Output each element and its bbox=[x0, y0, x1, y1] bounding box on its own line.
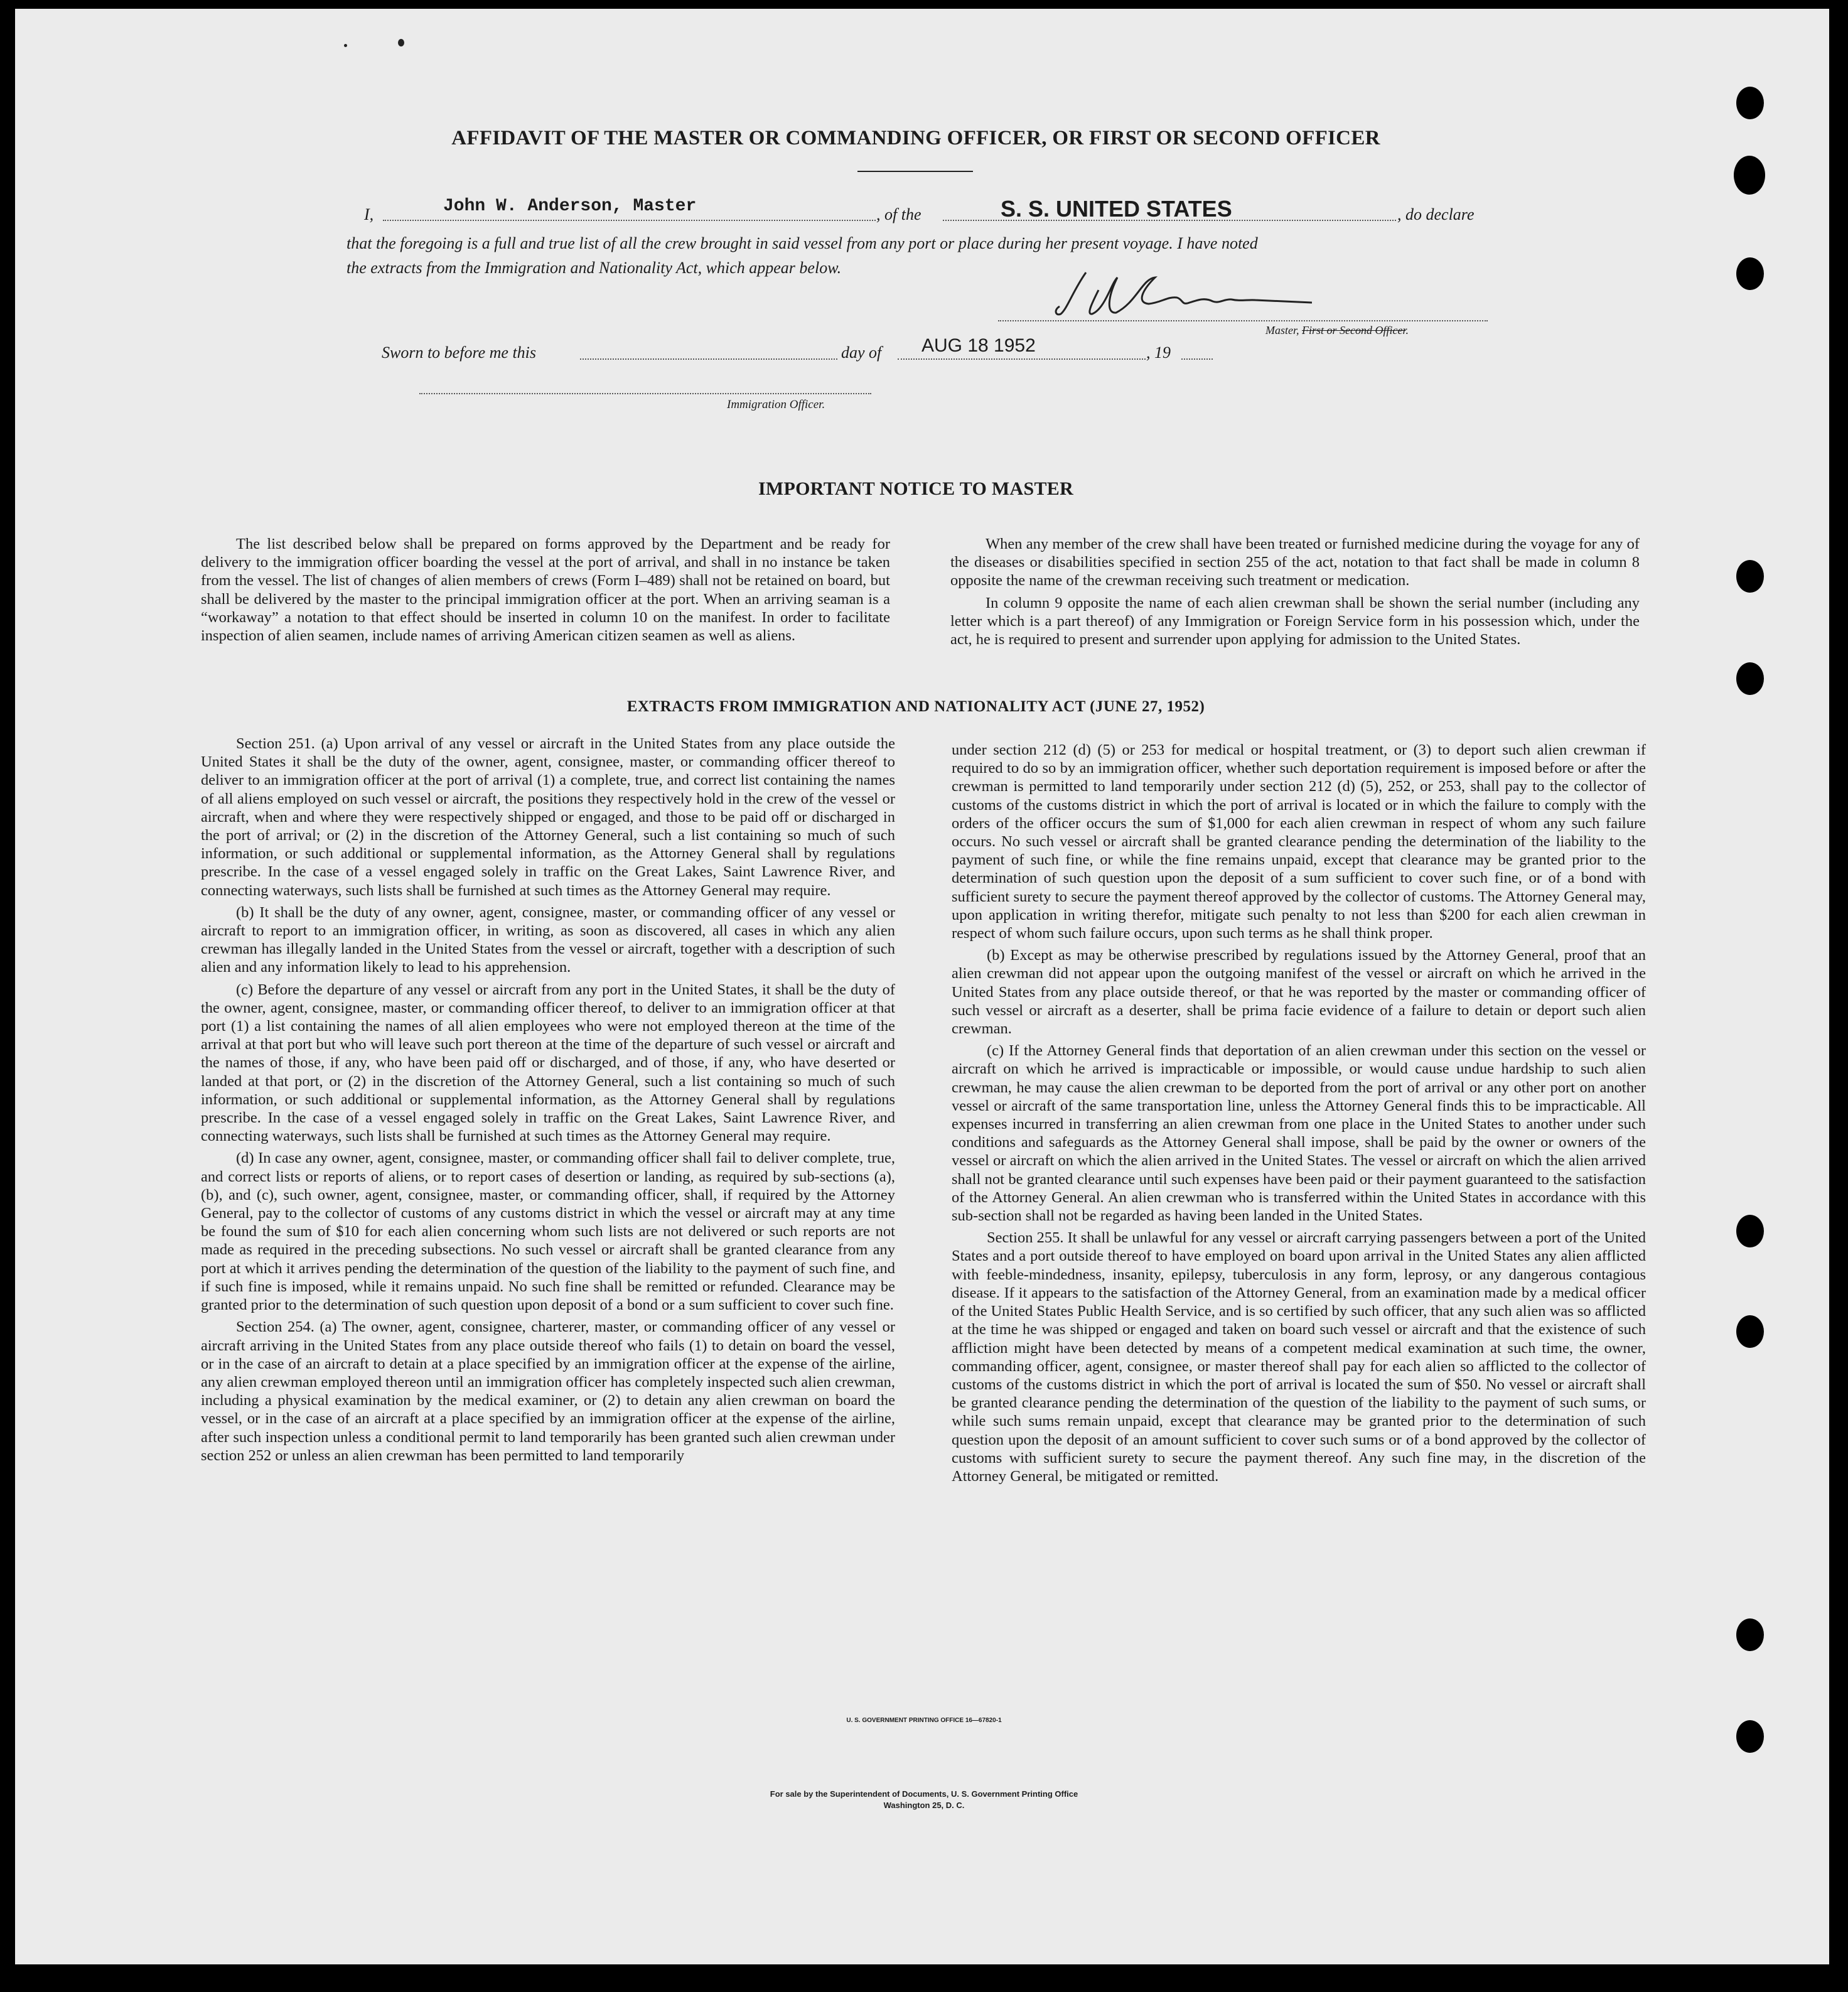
section-254-c: (c) If the Attorney General finds that deportation of an alien crewman under this section on the vessel or aircraft on which he arrived is impracticable or impossible, or would cause undue hardship to such alien crewman, he may cause the alien crewman to be deported from the port of arrival or any other port on another vessel or aircraft of the same transportation line, unless the Attorney General finds this to be impracticable. All expenses incurred in transferring an alien crewman from one place in the United States to another under such conditions and safeguards as the Attorney General shall impose, shall be paid by the owner or owners of the vessel or aircraft on which the alien arrived in the United States. The vessel or aircraft on which the alien arrived shall not be granted clearance until such expenses have been paid or their payment guaranteed to the satisfaction of the Attorney General. An alien crewman who is transferred within the United States in accordance with this sub-section shall not be regarded as having been landed in the United States. bbox=[952, 1042, 1646, 1225]
binder-hole-icon bbox=[1736, 1315, 1764, 1348]
immigration-officer-label: Immigration Officer. bbox=[727, 398, 825, 411]
sale-line-1: For sale by the Superintendent of Documents, U. S. Government Printing Office bbox=[770, 1789, 1078, 1799]
sworn-year: , 19 bbox=[1146, 343, 1171, 362]
signature-image bbox=[1048, 265, 1312, 328]
sale-line-2: Washington 25, D. C. bbox=[883, 1801, 965, 1810]
master-name-field: John W. Anderson, Master bbox=[443, 197, 697, 216]
section-251-a: Section 251. (a) Upon arrival of any vessel or aircraft in the United States from any place outside the United States it shall be the duty of the owner, agent, consignee, master, or commanding officer thereof to deliver to an immigration officer at the port of arrival (1) a complete, true, and correct list containing the names of all aliens employed on such vessel or aircraft, the positions they respectively hold in the crew of the vessel or aircraft, when and where they were respectively shipped or engaged, and those to be paid off or discharged in the port of arrival; or (2) in the discretion of the Attorney General, such a list containing so much of such information, or such additional or supplemental information, as the Attorney General shall by regulations prescribe. In the case of a vessel engaged solely in traffic on the Great Lakes, Saint Lawrence River, and connecting waterways, such lists shall be furnished at such times as the Attorney General may require. bbox=[201, 735, 895, 899]
caption-struck: First or Second Officer bbox=[1302, 324, 1406, 336]
signature-caption bbox=[1265, 324, 1409, 337]
speck bbox=[398, 39, 404, 46]
affidavit-line2: that the foregoing is a full and true list of all the crew brought in said vessel from any port or place during her present voyage. I have noted bbox=[346, 234, 1258, 252]
sworn-date-line bbox=[898, 358, 1146, 360]
caption-master: Master, bbox=[1265, 324, 1299, 336]
printing-office-line: U. S. GOVERNMENT PRINTING OFFICE 16—67820-1 bbox=[846, 1717, 1002, 1724]
affidavit-declare: , do declare bbox=[1397, 205, 1475, 223]
binder-hole-icon bbox=[1736, 1720, 1764, 1753]
affidavit-prefix: I, bbox=[364, 205, 374, 223]
immigration-officer-line bbox=[419, 393, 871, 394]
section-251-b: (b) It shall be the duty of any owner, agent, consignee, master, or commanding officer of any vessel or aircraft to report to an immigration officer, in writing, as soon as discovered, all cases in which any alien crewman has illegally landed in the United States from the vessel or aircraft, together with a description of such alien and any information likely to lead to his apprehension. bbox=[201, 903, 895, 976]
section-251-c: (c) Before the departure of any vessel or aircraft from any port in the United States, it shall be the duty of the owner, agent, consignee, master, or commanding officer thereof, to deliver to an immigration officer at that port (1) a list containing the names of all alien employees who were not employed thereon at the time of the arrival at that port but who will leave such port thereon at the time of the departure of such vessel or aircraft and the names of those, if any, who have been paid off or discharged, and of those, if any, who have deserted or landed at that port, or (2) in the discretion of the Attorney General, such a list containing so much of such information, or such additional or supplemental information, as the Attorney General shall by regulations prescribe. In the case of a vessel engaged solely in traffic on the Great Lakes, Saint Lawrence River, and connecting waterways, such lists shall be furnished at such times as the Attorney General may require. bbox=[201, 981, 895, 1145]
sworn-prefix: Sworn to before me this bbox=[382, 343, 537, 362]
section-254-b: (b) Except as may be otherwise prescribed by regulations issued by the Attorney General, proof that an alien crewman did not appear upon the outgoing manifest of the vessel or aircraft on which he arrived in the United States from any place outside thereof, or that he was reported by the master or commanding officer of such vessel or aircraft as a deserter, shall be prima facie evidence of a failure to detain or deport such alien crewman. bbox=[952, 947, 1646, 1038]
speck bbox=[344, 44, 347, 47]
vessel-name-field: S. S. UNITED STATES bbox=[1001, 196, 1232, 222]
binder-hole-icon bbox=[1736, 87, 1764, 119]
signature-line bbox=[998, 320, 1488, 321]
notice-right-column bbox=[950, 535, 1640, 652]
section-251-d: (d) In case any owner, agent, consignee, master, or commanding officer shall fail to deliver complete, true, and correct lists or reports of aliens, or to report cases of desertion or landing, as required by sub-sections (a), (b), and (c), such owner, agent, consignee, master, or commanding officer, shall, if required by the Attorney General, pay to the collector of customs of any customs district in which the vessel or aircraft may at any time be found the sum of $10 for each alien concerning whom such lists are not delivered or such reports are not made as required in the preceding subsections. No such vessel or aircraft shall be granted clearance from any port at which it arrives pending the determination of the question of the liability to the payment of such fine, and if such fine is imposed, while it remains unpaid. No such fine shall be remitted or refunded. Clearance may be granted prior to the determination of such question upon deposit of a bond or a sum sufficient to cover such fine. bbox=[201, 1149, 895, 1314]
sworn-year-line bbox=[1181, 358, 1213, 360]
extracts-left-column bbox=[201, 735, 895, 1468]
extracts-right-column bbox=[952, 741, 1646, 1489]
sworn-day-of: day of bbox=[841, 343, 882, 362]
binder-hole-icon bbox=[1736, 1618, 1764, 1651]
date-stamp: AUG 18 1952 bbox=[921, 335, 1036, 356]
title-rule bbox=[857, 171, 973, 172]
section-254-a: Section 254. (a) The owner, agent, consignee, charterer, master, or commanding officer of any vessel or aircraft arriving in the United States from any place outside thereof who fails (1) to detain on board the vessel, or in the case of an aircraft to detain at a place specified by an immigration officer at the expense of the airline, any alien crewman employed thereon until an immigration officer has completely inspected such alien crewman, including a physical examination by the medical examiner, or (2) to detain any alien crewman on board the vessel, or in the case of an aircraft at a place specified by an immigration officer at the expense of the airline, after such inspection unless a conditional permit to land temporarily has been granted such alien crewman under section 252 or unless an alien crewman has been permitted to land temporarily bbox=[201, 1318, 895, 1464]
sworn-day-line bbox=[580, 358, 837, 360]
binder-hole-icon bbox=[1736, 662, 1764, 695]
caption-end: . bbox=[1405, 324, 1409, 336]
notice-left-paragraph: The list described below shall be prepared on forms approved by the Department and be ready for delivery to the immigration officer boarding the vessel at the port of arrival, and shall in no instance be taken from the vessel. The list of changes of alien members of crews (Form I–489) shall not be retained on board, but shall be delivered by the master to the principal immigration officer at the port. When an arriving seaman is a “workaway” a notation to that effect should be inserted in column 10 on the manifest. In order to facilitate inspection of alien seamen, include names of arriving American citizen seamen as well as aliens. bbox=[201, 536, 890, 645]
extracts-title: EXTRACTS FROM IMMIGRATION AND NATIONALITY ACT (JUNE 27, 1952) bbox=[626, 698, 1205, 715]
affidavit-line3: the extracts from the Immigration and Nationality Act, which appear below. bbox=[346, 259, 842, 277]
affidavit-title: AFFIDAVIT OF THE MASTER OR COMMANDING OFFICER, OR FIRST OR SECOND OFFICER bbox=[451, 127, 1380, 149]
notice-right-paragraph: When any member of the crew shall have been treated or furnished medicine during the voyage for any of the diseases or disabilities specified in section 255 of the act, notation to that fact shall be made in column 8 opposite the name of the crewman receiving such treatment or medication. bbox=[950, 536, 1640, 590]
notice-left-column bbox=[201, 535, 890, 649]
notice-title: IMPORTANT NOTICE TO MASTER bbox=[758, 478, 1074, 499]
binder-hole-icon bbox=[1736, 560, 1764, 593]
binder-hole-icon bbox=[1734, 156, 1765, 195]
affidavit-of-the: , of the bbox=[876, 205, 921, 223]
master-name-line bbox=[383, 220, 876, 221]
section-255: Section 255. It shall be unlawful for any vessel or aircraft carrying passengers between a port of the United States and a port outside thereof to have employed on board upon arrival in the United States any alien afflicted with feeble-mindedness, insanity, epilepsy, tuberculosis in any form, leprosy, or any dangerous contagious disease. If it appears to the satisfaction of the Attorney General, from an examination made by a medical officer of the United States Public Health Service, and is so certified by such officer, that any such alien was so afflicted at the time he was shipped or engaged and taken on board such vessel or aircraft and that the existence of such affliction might have been detected by means of a competent medical examination at such time, the owner, commanding officer, agent, consignee, or master thereof shall pay for each alien so afflicted to the collector of customs of the customs district in which the port of arrival is located the sum of $50. No vessel or aircraft shall be granted clearance pending the determination of the question of the liability to the payment of such sums, or while such sums remain unpaid, except that clearance may be granted prior to the determination of such question upon the deposit of an amount sufficient to cover such sums or of a bond approved by the collector of customs with sufficient surety to secure the payment thereof. Any such fine may, in the discretion of the Attorney General, be mitigated or remitted. bbox=[952, 1229, 1646, 1485]
binder-hole-icon bbox=[1736, 1215, 1764, 1247]
notice-right-paragraph: In column 9 opposite the name of each alien crewman shall be shown the serial number (including any letter which is a part thereof) of any Immigration or Foreign Service form in his possession which, under the act, he is required to present and surrender upon applying for admission to the United States. bbox=[950, 594, 1640, 649]
section-254-a-cont: under section 212 (d) (5) or 253 for medical or hospital treatment, or (3) to deport such alien crewman if required to do so by an immigration officer, whether such deportation requirement is imposed before or after the crewman is permitted to land temporarily under section 212 (d) (5), 252, or 253, shall pay to the collector of customs of the customs district in which the port of arrival is located or in which the failure to comply with the orders of the officer occurs the sum of $1,000 for each alien crewman in respect of whom any such failure occurs. No such vessel or aircraft shall be granted clearance pending the determination of the liability to the payment of such fine, or while the fine remains unpaid, except that clearance may be granted prior to the determination of such question upon the deposit of a sum sufficient to cover such fine, or of a bond with sufficient surety to secure the payment thereof approved by the collector of customs. The Attorney General may, upon application in writing therefor, mitigate such penalty to not less than $200 for each alien crewman in respect of whom such failure occurs, upon such terms as he shall think proper. bbox=[952, 741, 1646, 942]
binder-hole-icon bbox=[1736, 257, 1764, 290]
